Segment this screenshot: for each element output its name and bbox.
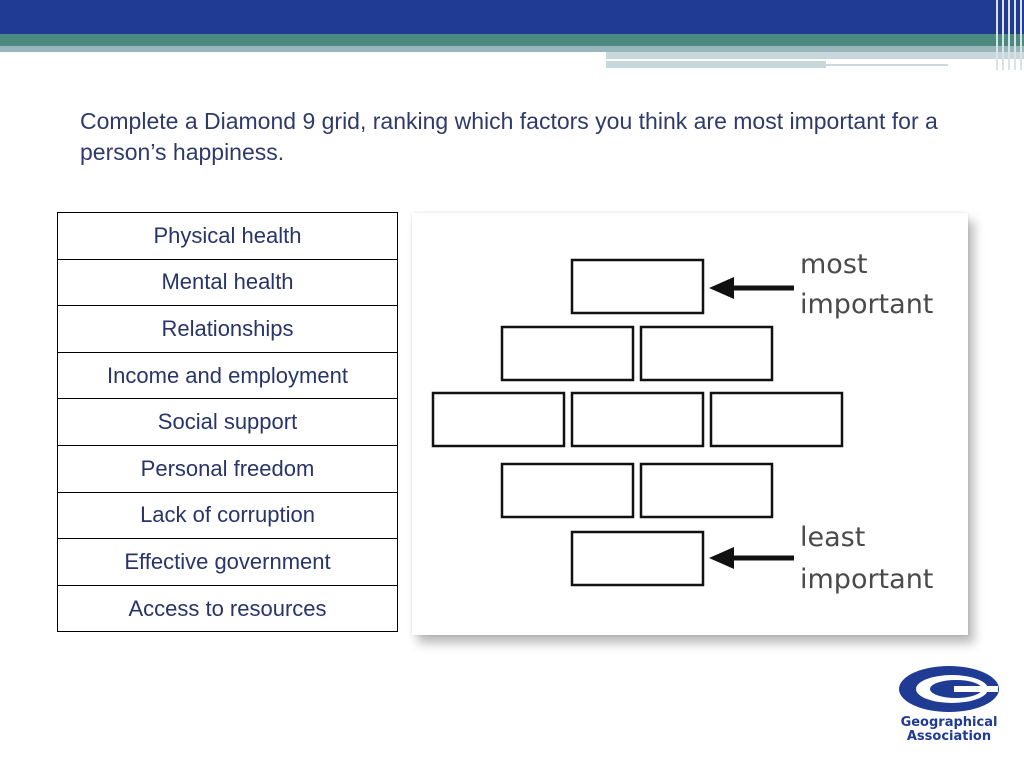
factor-cell: Relationships [58, 306, 398, 353]
logo-line-2: Association [906, 729, 992, 744]
factor-cell: Physical health [58, 213, 398, 260]
diamond-slot-6 [711, 393, 842, 446]
factor-cell: Lack of corruption [58, 492, 398, 539]
most-important-label: important [800, 289, 934, 320]
factor-cell: Income and employment [58, 352, 398, 399]
header-decoration [606, 52, 1024, 59]
diamond-slot-7 [502, 464, 633, 517]
table-row [58, 585, 398, 632]
diamond-slot-9 [572, 532, 703, 585]
diamond-slot-8 [641, 464, 772, 517]
factor-cell: Effective government [58, 539, 398, 586]
header-bar [0, 0, 1024, 34]
table-row [58, 352, 398, 399]
logo-wordmark [890, 716, 1008, 744]
header-decoration [606, 61, 826, 68]
diamond-slot-1 [572, 260, 703, 313]
table-row [58, 399, 398, 446]
table-row [58, 259, 398, 306]
factor-cell: Personal freedom [58, 445, 398, 492]
table-row [58, 306, 398, 353]
factors-table [57, 212, 398, 632]
least-important-label: important [800, 564, 934, 595]
diamond-nine-diagram [412, 213, 968, 635]
factor-cell: Mental health [58, 259, 398, 306]
most-important-arrow [709, 277, 794, 299]
table-row [58, 213, 398, 260]
logo-line-1: Geographical [900, 715, 998, 730]
header-decoration-line [826, 64, 948, 66]
instruction-text: Complete a Diamond 9 grid, ranking which factors you think are most important for a person’s happiness. [80, 108, 938, 165]
diamond-slot-3 [641, 327, 772, 380]
header-accent-bar [0, 34, 1024, 46]
table-row [58, 492, 398, 539]
table-row [58, 539, 398, 586]
factor-cell: Access to resources [58, 585, 398, 632]
factor-cell: Social support [58, 399, 398, 446]
diamond-grid-svg [412, 213, 968, 635]
header-stripes [994, 0, 1024, 70]
diamond-slot-4 [433, 393, 564, 446]
diamond-slot-2 [502, 327, 633, 380]
table-row [58, 445, 398, 492]
least-label: least [800, 522, 866, 553]
most-label: most [800, 249, 868, 280]
least-important-arrow [709, 547, 794, 569]
diamond-slot-5 [572, 393, 703, 446]
